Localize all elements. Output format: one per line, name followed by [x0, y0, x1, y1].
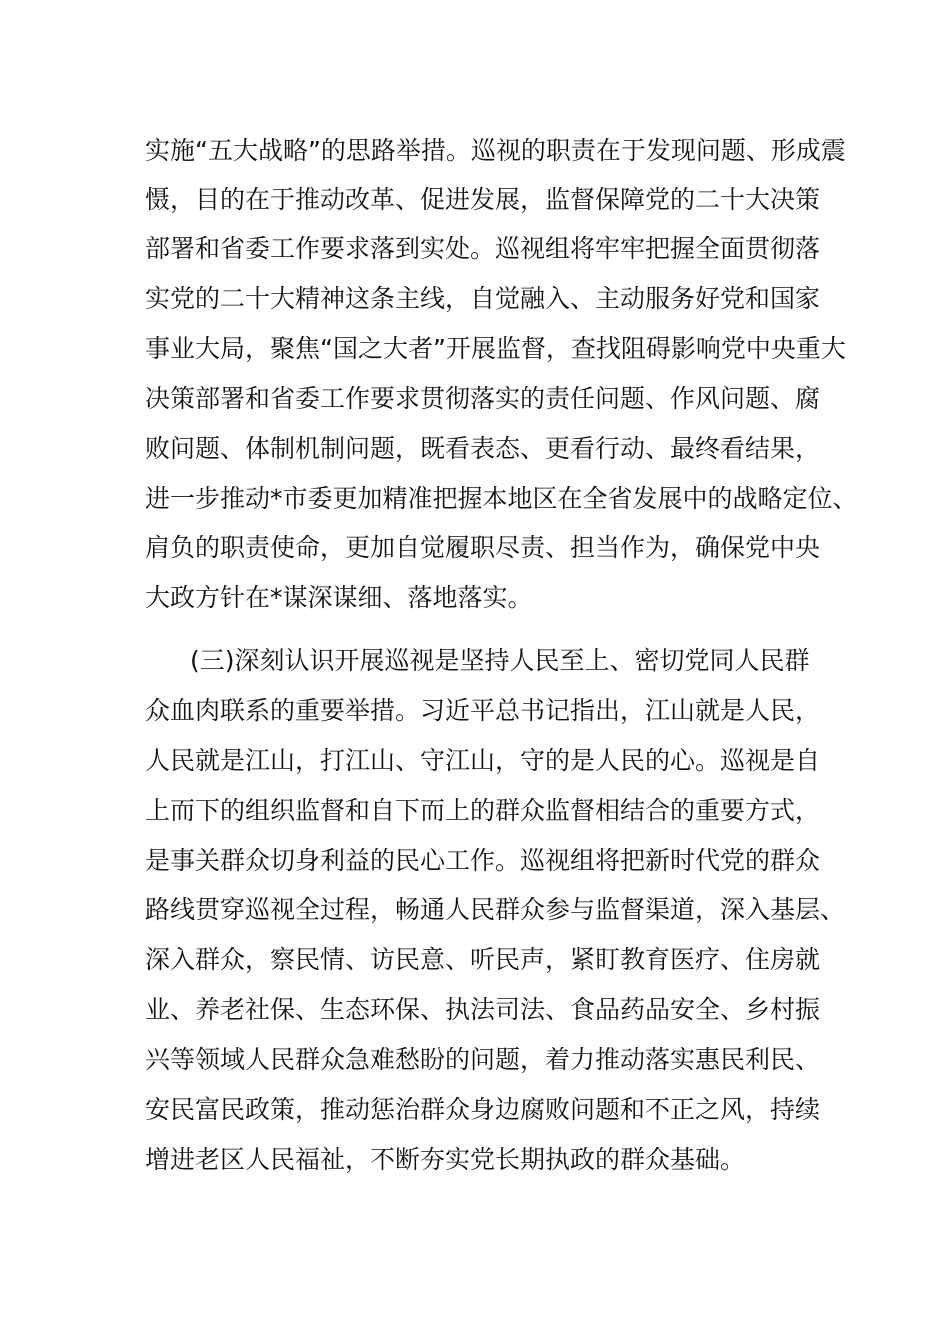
text-line: 安民富民政策，推动惩治群众身边腐败问题和不正之风，持续: [145, 1095, 821, 1124]
text-line: 增进老区人民福祉，不断夯实党长期执政的群众基础。: [145, 1145, 746, 1174]
text-line: 进一步推动*市委更加精准把握本地区在全省发展中的战略定位、: [145, 484, 858, 513]
text-line: 人民就是江山，打江山、守江山，守的是人民的心。巡视是自: [145, 746, 821, 775]
text-line: 路线贯穿巡视全过程，畅通人民群众参与监督渠道，深入基层、: [145, 895, 846, 924]
text-line: 众血肉联系的重要举措。习近平总书记指出，江山就是人民，: [145, 696, 821, 725]
text-line: 实党的二十大精神这条主线，自觉融入、主动服务好党和国家: [145, 284, 821, 313]
text-line: 上而下的组织监督和自下而上的群众监督相结合的重要方式，: [145, 796, 821, 825]
text-line: (三)深刻认识开展巡视是坚持人民至上、密切党同人民群: [190, 646, 810, 675]
text-line: 决策部署和省委工作要求贯彻落实的责任问题、作风问题、腐: [145, 384, 821, 413]
text-line: 深入群众，察民情、访民意、听民声，紧盯教育医疗、住房就: [145, 945, 821, 974]
text-line: 业、养老社保、生态环保、执法司法、食品药品安全、乡村振: [145, 995, 821, 1024]
text-line: 事业大局，聚焦“国之大者”开展监督，查找阻碍影响党中央重大: [145, 334, 846, 363]
text-line: 兴等领域人民群众急难愁盼的问题，着力推动落实惠民利民、: [145, 1045, 821, 1074]
text-line: 慑，目的在于推动改革、促进发展，监督保障党的二十大决策: [145, 185, 821, 214]
text-line: 大政方针在*谋深谋细、落地落实。: [145, 583, 533, 612]
text-line: 肩负的职责使命，更加自觉履职尽责、担当作为，确保党中央: [145, 533, 821, 562]
text-line: 部署和省委工作要求落到实处。巡视组将牢牢把握全面贯彻落: [145, 234, 821, 263]
text-line: 是事关群众切身利益的民心工作。巡视组将把新时代党的群众: [145, 846, 821, 875]
text-line: 实施“五大战略”的思路举措。巡视的职责在于发现问题、形成震: [145, 136, 846, 165]
text-line: 败问题、体制机制问题，既看表态、更看行动、最终看结果，: [145, 434, 821, 463]
